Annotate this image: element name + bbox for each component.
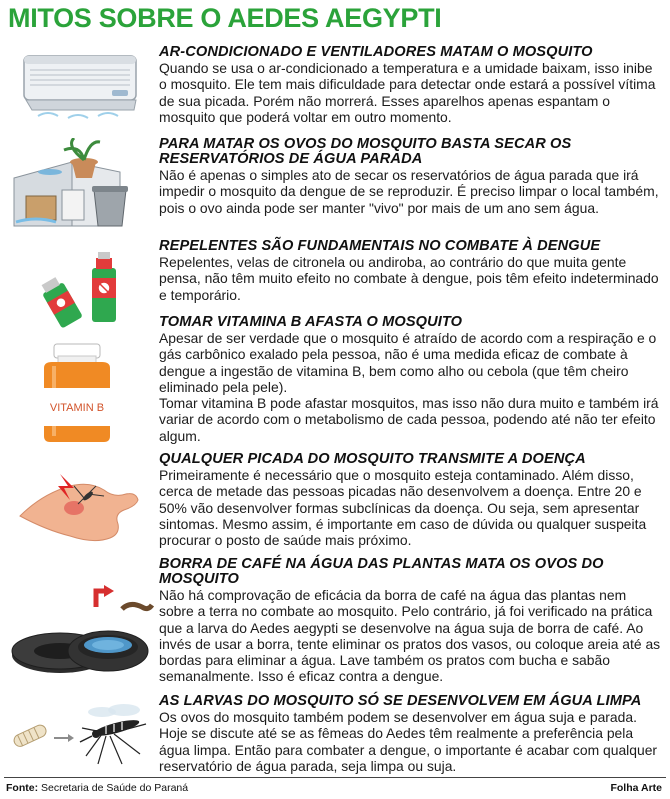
myth-air-conditioner — [159, 45, 662, 125]
water-containers-icon — [10, 138, 150, 230]
myth-heading: REPELENTES SÃO FUNDAMENTAIS NO COMBATE À DENGUE — [159, 238, 601, 254]
myth-text: Não há comprovação de eficácia da borra de café na água das plantas nem sobre a terra no combate ao mosquito. Pelo contrário, já foi verificado na prática que a larva do Aedes aegypti se desenvolve na água suja de borra de café. Ao invés de usar a borra, tente eliminar os pratos dos vasos, ou coloque areia até as bordas para eliminar a água. Lave também os pratos com bucha e sabão semanalmente. Isso é eficaz contra a dengue. — [159, 587, 661, 685]
myth-drying-reservoirs — [159, 137, 662, 216]
vitamin-bottle-label: VITAMIN B — [49, 402, 105, 414]
myth-text: Os ovos do mosquito também podem se desenvolver em água suja e parada. Hoje se discute até se as fêmeas do Aedes têm realmente a preferência pela água limpa. Então para combater a dengue, o importante é acabar com qualquer reservatório de água parada, seja limpa ou suja. — [159, 709, 658, 774]
air-conditioner-icon — [18, 46, 146, 126]
footer-source-label: Fonte: — [6, 782, 39, 794]
myth-text: Tomar vitamina B pode afastar mosquitos, mas isso não dura muito e também irá variar de acordo com o metabolismo de cada pessoa, podendo até não ter efeito algum. — [159, 395, 659, 444]
page-title: MITOS SOBRE O AEDES AEGYPTI — [8, 3, 442, 33]
myth-vitamin-b — [159, 315, 662, 444]
myth-every-bite — [159, 452, 662, 548]
myth-text: Quando se usa o ar-condicionado a temperatura e a umidade baixam, isso inibe o mosquito. Ele tem mais dificuldade para detectar onde estará a possível vítima de sua picada. Porém não morrerá. Esses aparelhos apenas espantam o mosquito que poderá voltar em outro momento. — [159, 60, 656, 125]
myth-text: Repelentes, velas de citronela ou andiroba, ao contrário do que muita gente pensa, não têm muito efeito no combate à dengue, pois têm efeito indeterminado e temporário. — [159, 254, 659, 303]
myth-clean-water — [159, 694, 662, 774]
footer-credit: Folha Arte — [610, 782, 662, 794]
myth-heading: BORRA DE CAFÉ NA ÁGUA DAS PLANTAS MATA OS OVOS DO MOSQUITO — [159, 556, 604, 587]
footer-divider — [4, 777, 666, 778]
larva-to-mosquito-icon — [6, 698, 156, 770]
myth-repellents — [159, 239, 662, 303]
mosquito-bite-hand-icon — [14, 456, 144, 548]
vitamin-bottle-icon — [30, 338, 124, 446]
myth-heading: AR-CONDICIONADO E VENTILADORES MATAM O MOSQUITO — [159, 44, 593, 60]
myth-coffee-grounds — [159, 557, 662, 685]
myth-heading: TOMAR VITAMINA B AFASTA O MOSQUITO — [159, 314, 463, 330]
myth-text: Primeiramente é necessário que o mosquito esteja contaminado. Além disso, cerca de metade das pessoas picadas não desenvolvem a doença. Entre 20 e 50% vão desenvolver formas subclínicas da doença. Ou seja, sem apresentar sintomas. Mesmo assim, é importante em caso de dúvida ou qualquer suspeita procurar o posto de saúde mais próximo. — [159, 467, 647, 549]
myth-text: Apesar de ser verdade que o mosquito é atraído de acordo com a respiração e o gás carbônico exalado pela pessoa, não é uma medida eficaz de combate à dengue a ingestão de vitamina B, bem como alho ou cebola (que têm cheiro eliminado pela pele). — [159, 330, 657, 395]
myth-heading: PARA MATAR OS OVOS DO MOSQUITO BASTA SECAR OS RESERVATÓRIOS DE ÁGUA PARADA — [159, 136, 572, 167]
myth-text: Não é apenas o simples ato de secar os reservatórios de água parada que irá impedir o mosquito da dengue de se reproduzir. É preciso limpar o local também, pois o ovo ainda pode ser manter "vivo" por mais de um ano sem água. — [159, 167, 659, 216]
myth-heading: AS LARVAS DO MOSQUITO SÓ SE DESENVOLVEM EM ÁGUA LIMPA — [159, 693, 642, 709]
tires-coffee-icon — [8, 585, 154, 685]
myth-heading: QUALQUER PICADA DO MOSQUITO TRANSMITE A DOENÇA — [159, 451, 586, 467]
footer-source-text: Secretaria de Saúde do Paraná — [41, 782, 189, 794]
repellent-spray-icon — [32, 246, 132, 332]
footer-source — [6, 782, 188, 794]
